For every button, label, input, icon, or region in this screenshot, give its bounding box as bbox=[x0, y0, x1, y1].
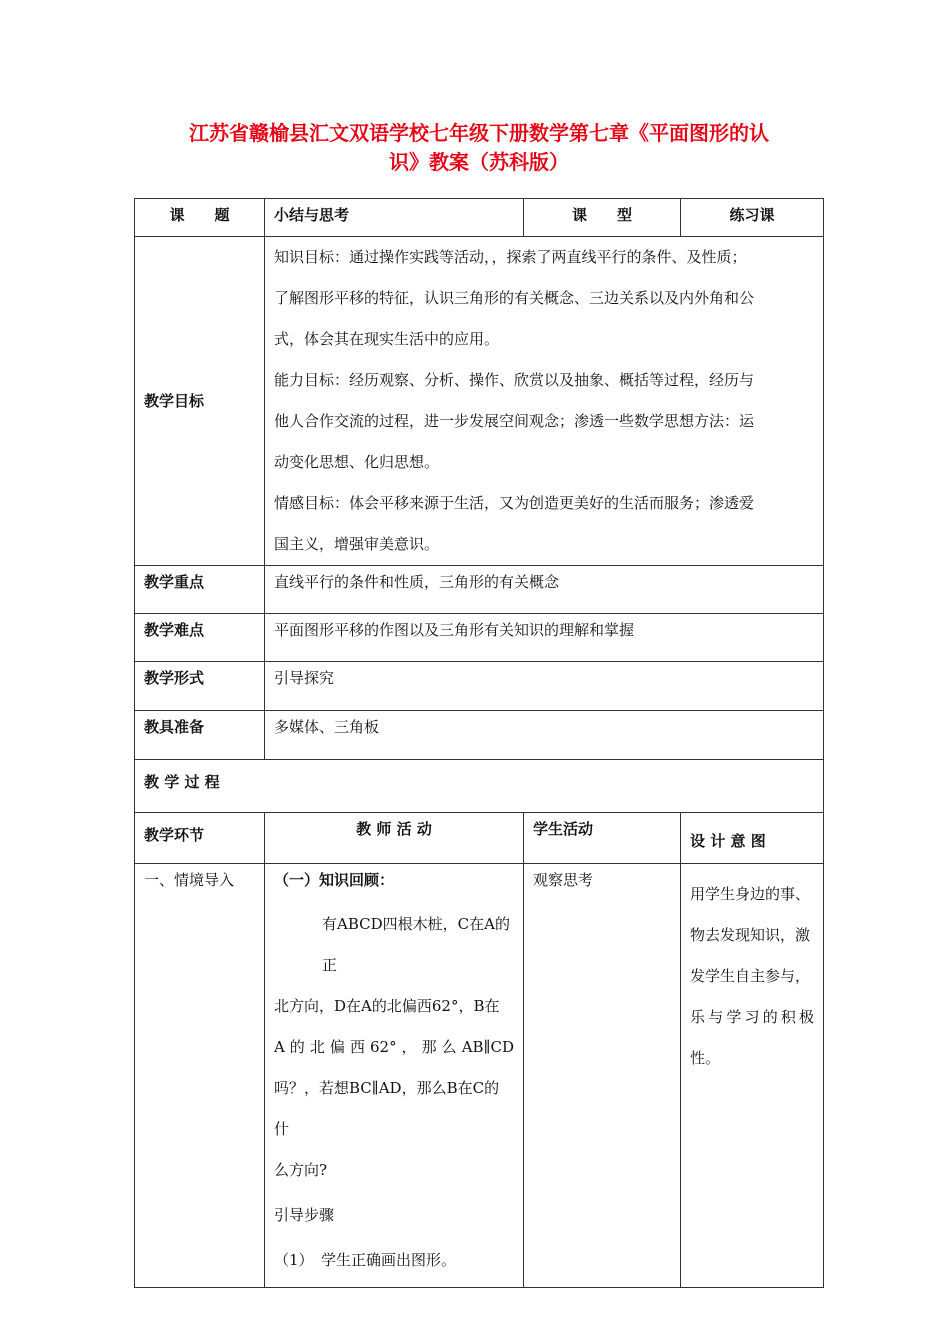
knowledge-line: 知识目标：通过操作实践等活动，，探索了两直线平行的条件、及性质； bbox=[274, 248, 747, 266]
objectives-row bbox=[135, 237, 824, 566]
question-line: 吗？，若想BC∥AD，那么B在C的什 bbox=[274, 1079, 500, 1138]
objectives-label: 教学目标 bbox=[135, 237, 265, 566]
stage1-teacher-activity bbox=[265, 864, 524, 1288]
design-header: 设 计 意 图 bbox=[681, 813, 824, 864]
form-value: 引导探究 bbox=[265, 662, 824, 711]
title-line-2: 识》教案（苏科版） bbox=[389, 150, 569, 174]
stage1-design-intent bbox=[681, 864, 824, 1288]
knowledge-objective bbox=[274, 237, 814, 360]
design-line: 乐与学习的积极 bbox=[690, 1008, 815, 1026]
design-line: 性。 bbox=[690, 1049, 721, 1067]
stage1-row bbox=[135, 864, 824, 1288]
topic-label: 课 题 bbox=[135, 199, 265, 237]
ability-line: 动变化思想、化归思想。 bbox=[274, 453, 440, 471]
tools-label: 教具准备 bbox=[135, 711, 265, 760]
type-value: 练习课 bbox=[681, 199, 824, 237]
header-row bbox=[135, 199, 824, 237]
stage1-student-activity: 观察思考 bbox=[524, 864, 681, 1288]
emotion-line: 情感目标：体会平移来源于生活，又为创造更美好的生活而服务；渗透爱 bbox=[274, 494, 755, 512]
design-text bbox=[690, 874, 814, 1079]
document-title bbox=[134, 119, 824, 177]
tools-row bbox=[135, 711, 824, 760]
design-line: 用学生身边的事、 bbox=[690, 885, 811, 903]
question-line: 北方向，D在A的北偏西62°，B在 bbox=[274, 997, 500, 1015]
emotion-line: 国主义，增强审美意识。 bbox=[274, 535, 440, 553]
form-label: 教学形式 bbox=[135, 662, 265, 711]
tools-value: 多媒体、三角板 bbox=[265, 711, 824, 760]
process-header-row bbox=[135, 813, 824, 864]
form-row bbox=[135, 662, 824, 711]
student-header: 学生活动 bbox=[524, 813, 681, 864]
difficulties-row bbox=[135, 614, 824, 662]
knowledge-line: 式，体会其在现实生活中的应用。 bbox=[274, 330, 500, 348]
key-points-label: 教学重点 bbox=[135, 566, 265, 614]
teacher-question bbox=[274, 904, 514, 1191]
question-line: 有ABCD四根木桩，C在A的正 bbox=[322, 915, 510, 974]
question-line: A 的 北 偏 西 62° ， 那 么 AB∥CD bbox=[274, 1038, 515, 1056]
process-row bbox=[135, 760, 824, 813]
question-line: 么方向? bbox=[274, 1161, 328, 1179]
type-label: 课 型 bbox=[524, 199, 681, 237]
guide-steps-label: 引导步骤 bbox=[274, 1206, 335, 1224]
stage-header: 教学环节 bbox=[135, 813, 265, 864]
knowledge-line: 了解图形平移的特征，认识三角形的有关概念、三边关系以及内外角和公 bbox=[274, 289, 755, 307]
objectives-content bbox=[265, 237, 824, 566]
key-points-value: 直线平行的条件和性质，三角形的有关概念 bbox=[265, 566, 824, 614]
design-line: 发学生自主参与， bbox=[690, 967, 811, 985]
topic-value: 小结与思考 bbox=[265, 199, 524, 237]
stage1-name: 一、情境导入 bbox=[135, 864, 265, 1288]
guide-step-1: （1） 学生正确画出图形。 bbox=[274, 1251, 457, 1269]
key-points-row bbox=[135, 566, 824, 614]
teacher-header: 教 师 活 动 bbox=[265, 813, 524, 864]
lesson-plan-table bbox=[134, 198, 824, 1288]
difficulties-label: 教学难点 bbox=[135, 614, 265, 662]
teacher-heading: （一）知识回顾： bbox=[274, 871, 395, 889]
emotion-objective bbox=[274, 483, 814, 565]
ability-line: 他人合作交流的过程，进一步发展空间观念；渗透一些数学思想方法：运 bbox=[274, 412, 755, 430]
title-line-1: 江苏省赣榆县汇文双语学校七年级下册数学第七章《平面图形的认 bbox=[189, 121, 769, 145]
design-line: 物去发现知识，激 bbox=[690, 926, 811, 944]
process-label: 教 学 过 程 bbox=[135, 760, 824, 813]
ability-line: 能力目标：经历观察、分析、操作、欣赏以及抽象、概括等过程，经历与 bbox=[274, 371, 755, 389]
difficulties-value: 平面图形平移的作图以及三角形有关知识的理解和掌握 bbox=[265, 614, 824, 662]
ability-objective bbox=[274, 360, 814, 483]
